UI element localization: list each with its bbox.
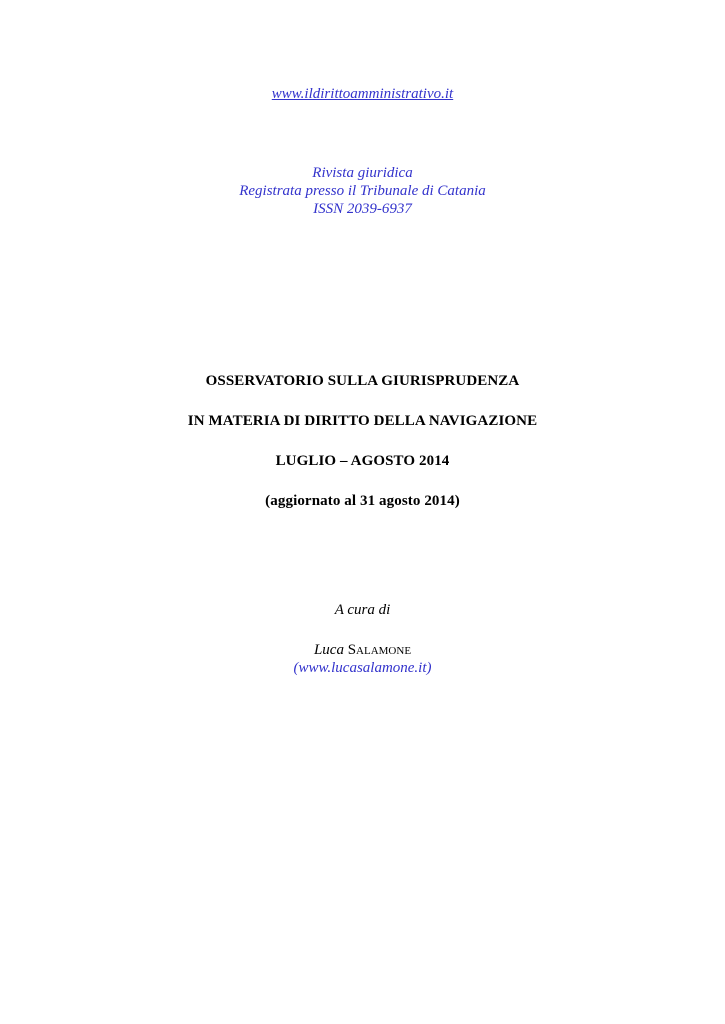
author-last-name: Salamone — [347, 642, 412, 658]
journal-issn: ISSN 2039-6937 — [313, 201, 412, 217]
curated-by-label: A cura di — [334, 602, 391, 618]
document-title-line2: IN MATERIA DI DIRITTO DELLA NAVIGAZIONE — [187, 413, 538, 429]
site-link[interactable]: www.ildirittoamministrativo.it — [271, 86, 454, 102]
journal-registration: Registrata presso il Tribunale di Catania — [239, 183, 486, 199]
author-website[interactable]: (www.lucasalamone.it) — [293, 660, 432, 676]
document-title-line1: OSSERVATORIO SULLA GIURISPRUDENZA — [205, 373, 520, 389]
document-updated-note: (aggiornato al 31 agosto 2014) — [265, 493, 460, 509]
document-period: LUGLIO – AGOSTO 2014 — [275, 453, 450, 469]
author-name — [0, 642, 725, 659]
journal-subtitle: Rivista giuridica — [312, 165, 413, 181]
author-first-name: Luca — [313, 642, 344, 658]
